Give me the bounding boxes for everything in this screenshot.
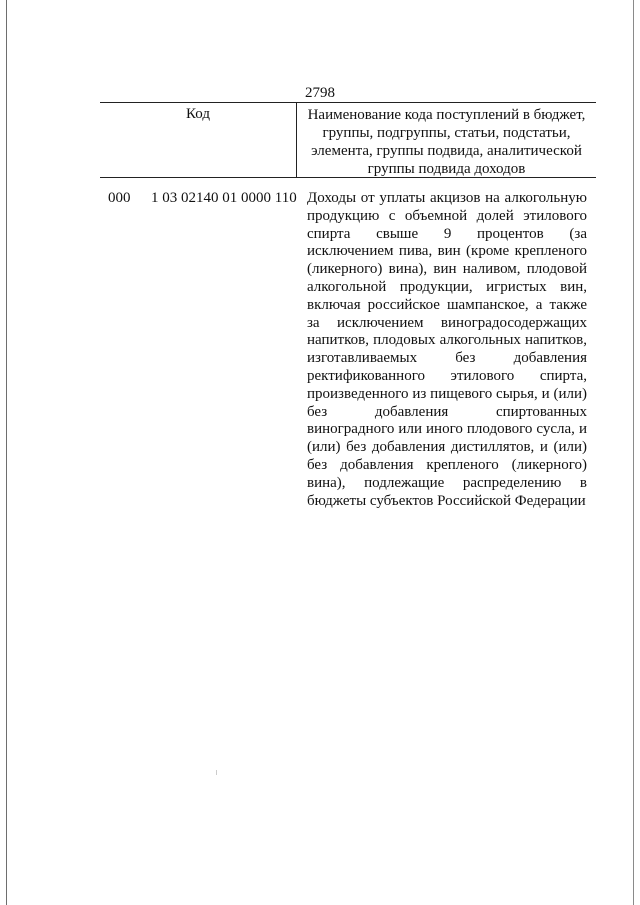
header-name-column: Наименование кода поступлений в бюджет, группы, подгруппы, статьи, подстатьи, элемента, группы подвида, аналитической группы подвида доходов xyxy=(307,107,586,177)
header-code-column: Код xyxy=(100,103,297,177)
scan-speck xyxy=(216,770,217,775)
page-number: 2798 xyxy=(305,85,335,101)
admin-code: 000 xyxy=(108,190,131,206)
scan-edge-left xyxy=(6,0,7,905)
revenue-code: 1 03 02140 01 0000 110 xyxy=(151,190,297,206)
revenue-description: Доходы от уплаты акцизов на алкогольную продукцию с объемной долей этилового спирта свыше 9 процентов (за исключением пива, вин (кроме крепленого (ликерного) вина), вин наливом, плодовой алкогольной продукции, игристых вин, включая российское шампанское, а также за исключением виноградосодержащих напитков, плодовых алкогольных напитков, изготавливаемых без добавления ректификованного этилового спирта, произведенного из пищевого сырья, и (или) без добавления спиртованных виноградного или иного плодового сусла, и (или) без добавления дистиллятов, и (или) без добавления крепленого (ликерного) вина), подлежащие распределению в бюджеты субъектов Российской Федерации xyxy=(307,190,587,509)
scan-edge-right xyxy=(633,0,634,905)
table-header xyxy=(100,102,596,178)
